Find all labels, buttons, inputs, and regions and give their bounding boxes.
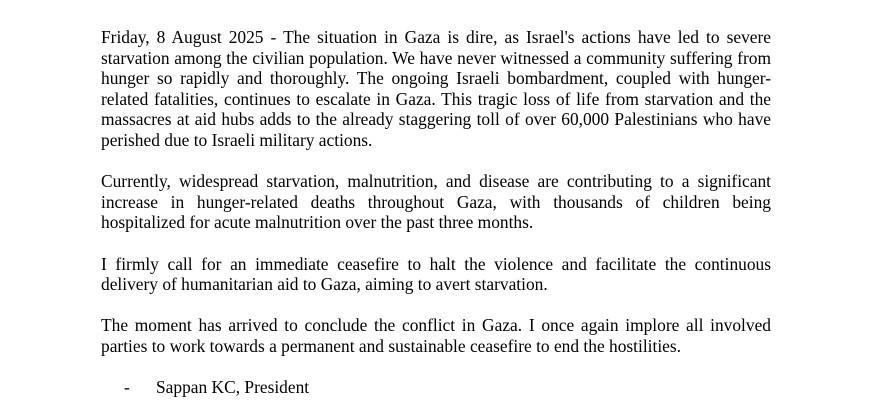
statement-document xyxy=(101,27,771,398)
statement-paragraph-4: The moment has arrived to conclude the conflict in Gaza. I once again implore all involved parties to work towards a permanent and sustainable ceasefire to end the hostilities. xyxy=(101,315,771,356)
signature-dash: - xyxy=(124,377,130,398)
signature-line xyxy=(101,377,771,398)
statement-paragraph-2: Currently, widespread starvation, malnutrition, and disease are contributing to a significant increase in hunger-related deaths throughout Gaza, with thousands of children being hospitalized for acute malnutrition over the past three months. xyxy=(101,171,771,233)
signature-text: Sappan KC, President xyxy=(156,377,310,398)
statement-paragraph-1: Friday, 8 August 2025 - The situation in Gaza is dire, as Israel's actions have led to severe starvation among the civilian population. We have never witnessed a community suffering from hunger so rapidly and thoroughly. The ongoing Israeli bombardment, coupled with hunger-related fatalities, continues to escalate in Gaza. This tragic loss of life from starvation and the massacres at aid hubs adds to the already staggering toll of over 60,000 Palestinians who have perished due to Israeli military actions. xyxy=(101,27,771,150)
statement-paragraph-3: I firmly call for an immediate ceasefire to halt the violence and facilitate the continuous delivery of humanitarian aid to Gaza, aiming to avert starvation. xyxy=(101,253,771,295)
